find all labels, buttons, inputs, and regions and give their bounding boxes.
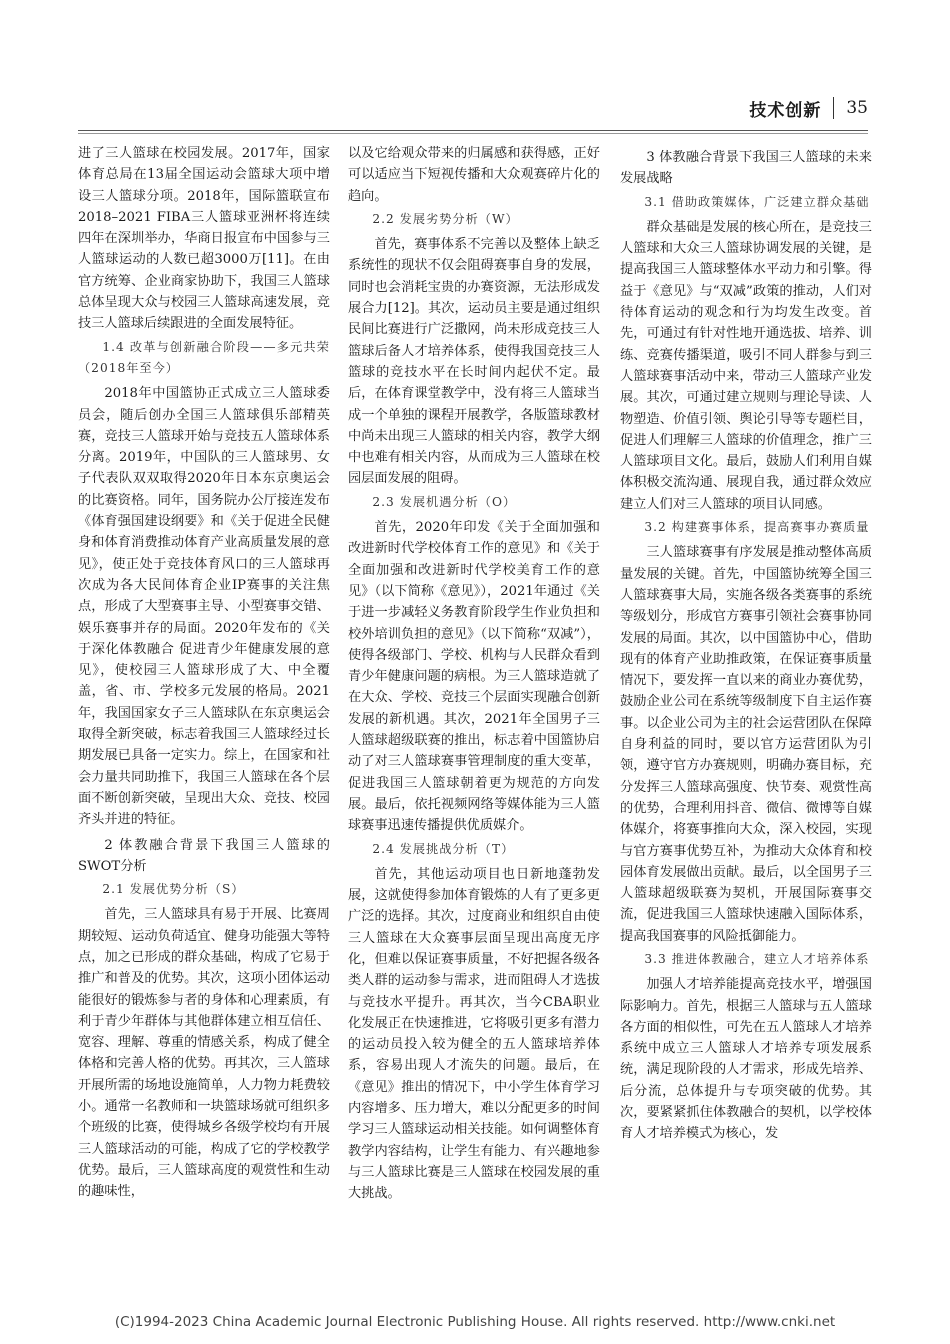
paragraph: 首先，其他运动项目也日新地蓬勃发展，这就使得参加体育锻炼的人有了更多更广泛的选择。其次，过度商业和组织自由使三人篮球在大众赛事层面呈现出高度无序化，但难以保证赛事质量，不好把握各级各类人群的运动参与需求，进而阻碍人才选拔与竞技水平提升。再其次，当今CBA职业化发展正在快速推进，它将吸引更多有潜力的运动员投入较为健全的五人篮球培养体系，容易出现人才流失的问题。最后，在《意见》推出的情况下，中小学生体育学习内容增多、压力增大，难以分配更多的时间学习三人篮球运动相关技能。如何调整体育教学内容结构，让学生有能力、有兴趣地参与三人篮球比赛是三人篮球在校园发展的重大挑战。: [348, 866, 600, 1202]
subsection-heading-3-3: 3.3 推进体教融合，建立人才培养体系: [644, 951, 870, 966]
header-divider: [833, 97, 834, 119]
paragraph: 群众基础是发展的核心所在，是竞技三人篮球和大众三人篮球协调发展的关键，是提高我国三人篮球整体水平动力和引擎。得益于《意见》与“双减”政策的推动，人们对待体育运动的观念和行为均发生改变。首先，可通过有针对性地开通选拔、培养、训练、竞赛传播渠道，吸引不同人群参与到三人篮球赛事活动中来，带动三人篮球产业发展。其次，可通过建立规则与理论导读、人物塑造、价值引领、舆论引导等专题栏目，促进人们理解三人篮球的价值理念，推广三人篮球项目文化。最后，鼓励人们利用自媒体积极交流沟通、展现自我，通过群众效应建立人们对三人篮球的项目认同感。: [620, 219, 872, 512]
paragraph: 首先，赛事体系不完善以及整体上缺乏系统性的现状不仅会阻碍赛事自身的发展，同时也会消耗宝贵的办赛资源，无法形成发展合力[12]。其次，运动员主要是通过组织民间比赛进行广泛撒网，尚未形成竞技三人篮球后备人才培养体系，使得我国竞技三人篮球的竞技水平在长时间内起伏不定。最后，在体育课堂教学中，没有将三人篮球当成一个单独的课程开展教学，各版篮球教材中尚未出现三人篮球的相关内容，教学大纲中也难有相关内容，从而成为三人篮球在校园层面发展的阻碍。: [348, 237, 600, 487]
header-rule-thin: [78, 133, 868, 134]
subsection-heading-2-3: 2.3 发展机遇分析（O）: [372, 494, 517, 509]
column-right: [620, 143, 872, 1145]
paragraph: 加强人才培养能提高竞技水平，增强国际影响力。首先，根据三人篮球与五人篮球各方面的相似性，可先在五人篮球人才培养系统中成立三人篮球人才培养专项发展系统，满足现阶段的人才需求，形成先培养、后分流，总体提升与专项突破的优势。其次，要紧紧抓住体教融合的契机，以学校体育人才培养模式为核心，发: [620, 977, 872, 1142]
paragraph: 2018年中国篮协正式成立三人篮球委员会，随后创办全国三人篮球俱乐部精英赛，竞技三人篮球开始与竞技五人篮球体系分离。2019年，中国队的三人篮球男、女子代表队双双取得2020年日本东京奥运会的比赛资格。同年，国务院办公厅接连发布《体育强国建设纲要》和《关于促进全民健身和体育消费推动体育产业高质量发展的意见》，使正处于竞技体育风口的三人篮球再次成为各大民间体育企业IP赛事的关注焦点，形成了大型赛事主导、小型赛事交错、娱乐赛事并存的局面。2020年发布的《关于深化体教融合 促进青少年健康发展的意见》，使校园三人篮球形成了大、中全覆盖，省、市、学校多元发展的格局。2021年，我国国家女子三人篮球队在东京奥运会取得全新突破，标志着我国三人篮球经过长期发展已具备一定实力。综上，在国家和社会力量共同助推下，我国三人篮球在各个层面不断创新突破，呈现出大众、竞技、校园齐头并进的特征。: [78, 386, 330, 828]
column-left: [78, 143, 330, 1203]
paragraph: 首先，三人篮球具有易于开展、比赛周期较短、运动负荷适宜、健身功能强大等特点，加之已形成的群众基础，构成了它易于推广和普及的优势。其次，这项小团体运动能很好的锻炼参与者的身体和心理素质，有利于青少年群体与其他群体建立相互信任、宽容、理解、尊重的情感关系，构成了健全体格和完善人格的优势。再其次，三人篮球开展所需的场地设施简单，人力物力耗费较小。通常一名教师和一块篮球场就可组织多个班级的比赛，使得城乡各级学校均有开展三人篮球活动的可能，构成了它的学校教学优势。最后，三人篮球高度的观赏性和生动的趣味性，: [78, 907, 330, 1200]
section-heading-3: 3 体教融合背景下我国三人篮球的未来发展战略: [620, 150, 872, 187]
subsection-heading-2-4: 2.4 发展挑战分析（T）: [372, 841, 515, 856]
section-heading-2: 2 体教融合背景下我国三人篮球的SWOT分析: [78, 837, 330, 874]
header-rule: [78, 130, 868, 131]
paragraph: 三人篮球赛事有序发展是推动整体高质量发展的关键。首先，中国篮协统筹全国三人篮球赛事大局，实施各级各类赛事的系统等级划分，形成官方赛事引领社会赛事协同发展的局面。其次，以中国篮协中心，借助现有的体育产业助推政策，在保证赛事质量情况下，要发挥一直以来的商业办赛优势，鼓励企业公司在系统等级制度下自主运作赛事。以企业公司为主的社会运营团队在保障自身利益的同时，要以官方运营团队为引领，遵守官方办赛规则，明确办赛目标，充分发挥三人篮球高强度、快节奏、观赏性高的优势，合理利用抖音、微信、微博等自媒体媒介，将赛事推向大众，深入校园，实现与官方赛事优势互补，为推动大众体育和校园体育发展做出贡献。最后，以全国男子三人篮球超级联赛为契机，开展国际赛事交流，促进我国三人篮球快速融入国际体系，提高我国赛事的风险抵御能力。: [620, 545, 872, 944]
subsection-heading-1-4: 1.4 改革与创新融合阶段——多元共荣（2018年至今）: [78, 339, 330, 375]
subsection-heading-2-1: 2.1 发展优势分析（S）: [102, 882, 245, 897]
page-number: 35: [846, 98, 868, 118]
subsection-heading-3-2: 3.2 构建赛事体系，提高赛事办赛质量: [644, 520, 870, 535]
subsection-heading-3-1: 3.1 借助政策媒体，广泛建立群众基础: [644, 194, 870, 209]
section-title: 技术创新: [749, 100, 822, 121]
copyright-footer: (C)1994-2023 China Academic Journal Electronic Publishing House. All rights reserved. http://www.cnki.net: [114, 1314, 836, 1330]
paragraph: 以及它给观众带来的归属感和获得感，正好可以适应当下短视传播和大众观赛碎片化的趋向。: [348, 146, 600, 204]
paragraph: 首先，2020年印发《关于全面加强和改进新时代学校体育工作的意见》和《关于全面加强和改进新时代学校美育工作的意见》（以下简称《意见》），2021年通过《关于进一步减轻义务教育阶段学生作业负担和校外培训负担的意见》（以下简称“双减”），使得各级部门、学校、机构与人民群众看到青少年健康问题的病根。为三人篮球造就了在大众、学校、竞技三个层面实现融合创新发展的新机遇。其次，2021年全国男子三人篮球超级联赛的推出，标志着中国篮协启动了对三人篮球赛事管理制度的重大变革，促进我国三人篮球朝着更为规范的方向发展。最后，依托视频网络等媒体能为三人篮球赛事迅速传播提供优质媒介。: [348, 520, 600, 834]
paragraph: 进了三人篮球在校园发展。2017年，国家体育总局在13届全国运动会篮球大项中增设三人篮球分项。2018年，国际篮联宣布2018–2021 FIBA三人篮球亚洲杯将连续四年在深圳举办，华商日报宣布中国参与三人篮球运动的人数已超3000万[11]。在由官方统筹、企业商家协助下，我国三人篮球总体呈现大众与校园三人篮球高速发展，竞技三人篮球后续跟进的全面发展特征。: [78, 146, 330, 332]
running-header: [749, 94, 868, 122]
column-middle: [348, 143, 600, 1205]
subsection-heading-2-2: 2.2 发展劣势分析（W）: [372, 211, 519, 226]
